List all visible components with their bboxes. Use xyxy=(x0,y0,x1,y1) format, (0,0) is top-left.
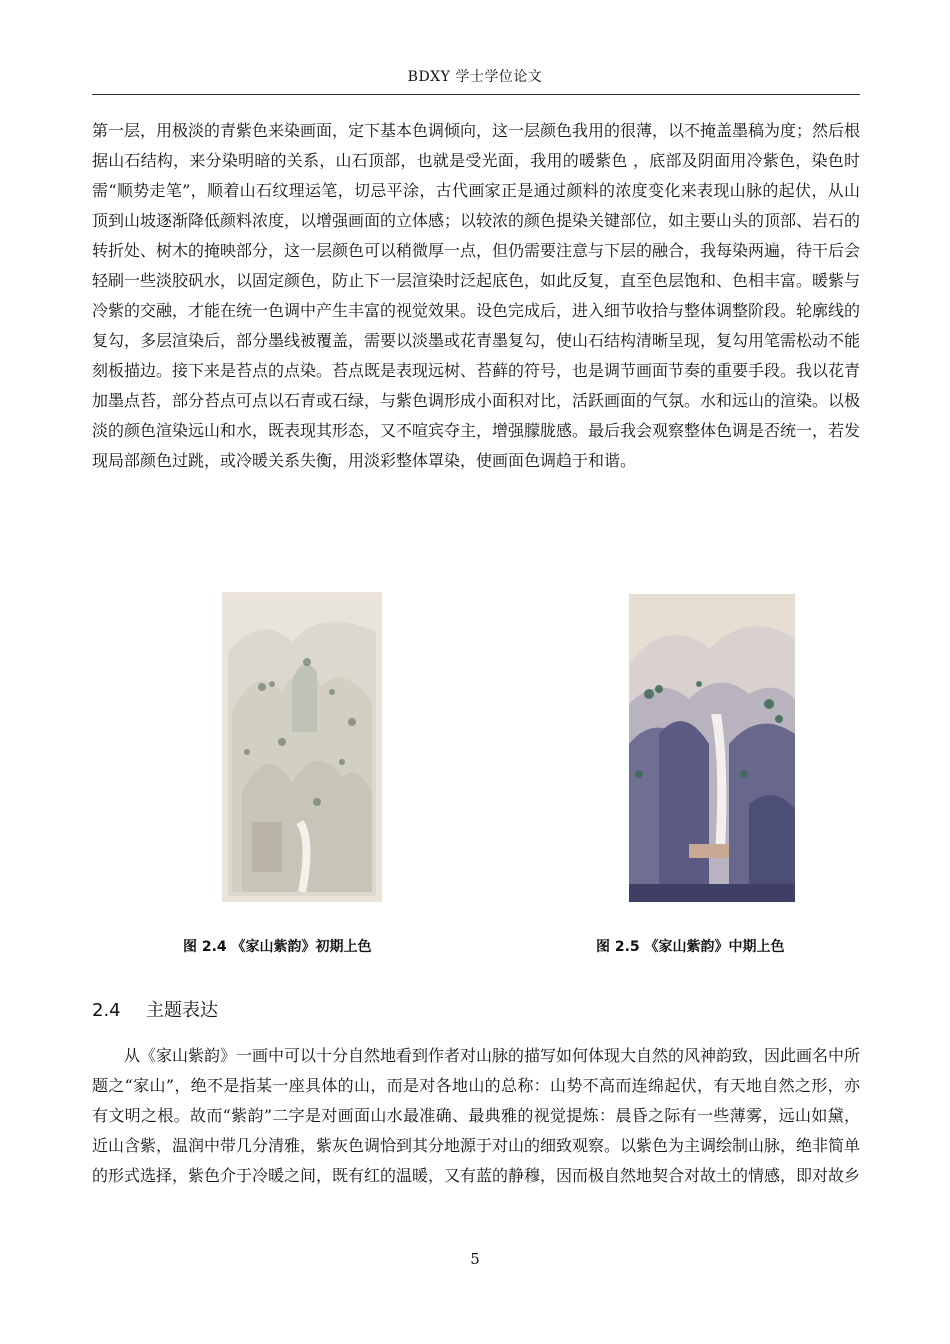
figure-painting-mid xyxy=(629,594,795,902)
body-paragraph: 第一层，用极淡的青紫色来染画面，定下基本色调倾向，这一层颜色我用的很薄，以不掩盖墨稿为度；然后根据山石结构，来分染明暗的关系，山石顶部，也就是受光面，我用的暖紫色 ，底部及阴面用冷紫色，染色时需“顺势走笔”，顺着山石纹理运笔，切忌平涂，古代画家正是通过颜料的浓度变化来表现山脉的起伏，从山顶到山坡逐渐降低颜料浓度，以增强画面的立体感；以较浓的颜色提染关键部位，如主要山头的顶部、岩石的转折处、树木的掩映部分，这一层颜色可以稍微厚一点，但仍需要注意与下层的融合，我每染两遍，待干后会轻刷一些淡胶矾水，以固定颜色，防止下一层渲染时泛起底色，如此反复，直至色层饱和、色相丰富。暖紫与冷紫的交融，才能在统一色调中产生丰富的视觉效果。设色完成后，进入细节收拾与整体调整阶段。轮廓线的复勾，多层渲染后，部分墨线被覆盖，需要以淡墨或花青墨复勾，使山石结构清晰呈现，复勾用笔需松动不能刻板描边。接下来是苔点的点染。苔点既是表现远树、苔藓的符号，也是调节画面节奏的重要手段。我以花青加墨点苔，部分苔点可点以石青或石绿，与紫色调形成小面积对比，活跃画面的气氛。水和远山的渲染。以极淡的颜色渲染远山和水，既表现其形态，又不喧宾夺主，增强朦胧感。最后我会观察整体色调是否统一，若发现局部颜色过跳，或冷暖关系失衡，用淡彩整体罩染，使画面色调趋于和谐。 xyxy=(92,121,861,470)
figure-caption: 图 2.5 《家山紫韵》中期上色 xyxy=(596,939,785,955)
body-paragraph: 从《家山紫韵》一画中可以十分自然地看到作者对山脉的描写如何体现大自然的风神韵致，因此画名中所题之“家山”，绝不是指某一座具体的山，而是对各地山的总称：山势不高而连绵起伏，有天地自然之形，亦有文明之根。故而“紫韵”二字是对画面山水最准确、最典雅的视觉提炼：晨昏之际有一些薄雾，远山如黛，近山含紫，温润中带几分清雅，紫灰色调恰到其分地源于对山的细致观察。以紫色为主调绘制山脉，绝非简单的形式选择，紫色介于冷暖之间，既有红的温暖，又有蓝的静穆，因而极自然地契合对故土的情感，即对故乡 xyxy=(92,1046,861,1185)
figure-caption: 图 2.4 《家山紫韵》初期上色 xyxy=(183,939,372,955)
section-number: 2.4 xyxy=(92,1000,121,1021)
section-heading xyxy=(92,996,218,1022)
page-number: 5 xyxy=(470,1250,480,1268)
page-header: BDXY 学士学位论文 xyxy=(407,69,543,85)
figure-painting-early xyxy=(222,592,382,902)
section-title: 主题表达 xyxy=(146,1000,218,1021)
header-divider xyxy=(92,94,860,95)
